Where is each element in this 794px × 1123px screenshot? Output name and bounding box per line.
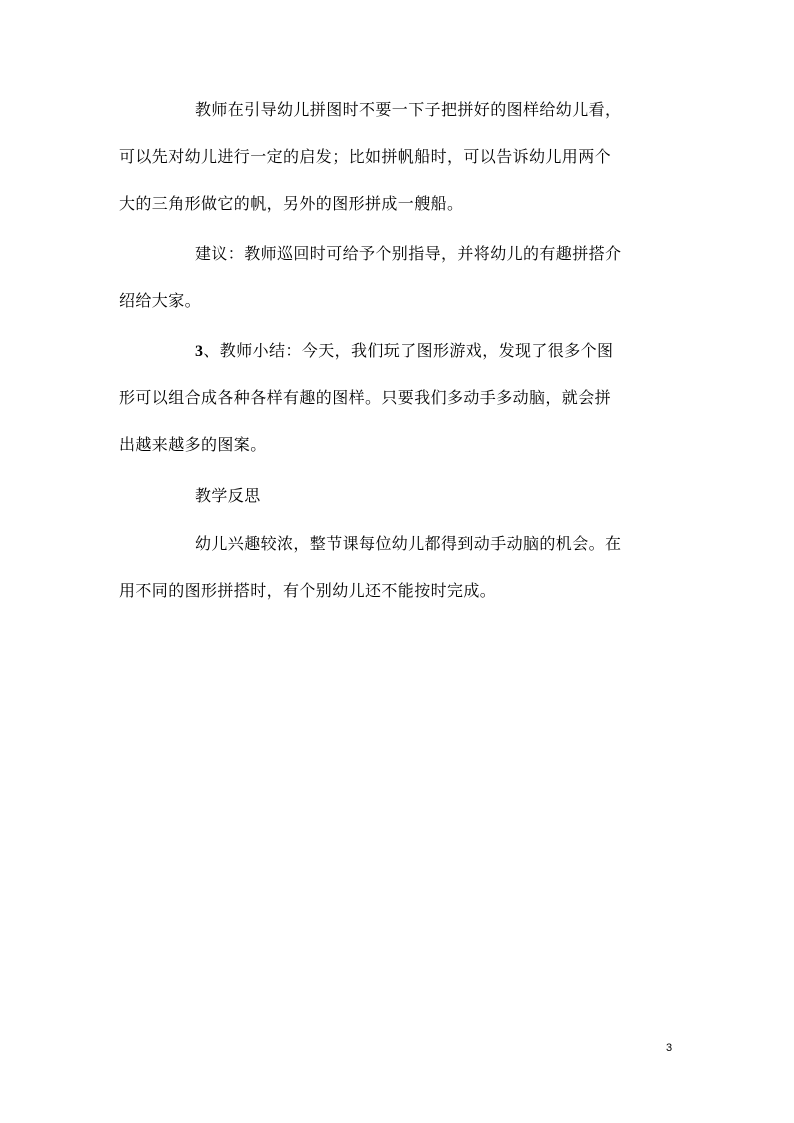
text-line-content: 、教师小结：今天，我们玩了图形游戏，发现了很多个图 [203, 341, 614, 360]
text-line: 绍给大家。 [119, 291, 202, 310]
text-line: 可以先对幼儿进行一定的启发；比如拼帆船时，可以告诉幼儿用两个 [119, 147, 612, 166]
paragraph-teacher-guidance [119, 86, 679, 227]
text-line: 大的三角形做它的帆，另外的图形拼成一艘船。 [119, 194, 464, 213]
paragraph-suggestion [119, 230, 679, 324]
text-line: 教师在引导幼儿拼图时不要一下子把拼好的图样给幼儿看， [195, 100, 622, 119]
text-line: 出越来越多的图案。 [119, 435, 267, 454]
heading-teaching-reflection [119, 472, 679, 519]
text-line: 建议：教师巡回时可给予个别指导，并将幼儿的有趣拼搭介 [195, 244, 622, 263]
text-line: 形可以组合成各种各样有趣的图样。只要我们多动手多动脑，就会拼 [119, 388, 612, 407]
paragraph-teacher-summary [119, 327, 679, 468]
text-line: 用不同的图形拼搭时，有个别幼儿还不能按时完成。 [119, 581, 497, 600]
text-line [119, 327, 679, 374]
page-number: 3 [666, 1042, 673, 1054]
text-line: 幼儿兴趣较浓，整节课每位幼儿都得到动手动脑的机会。在 [195, 534, 622, 553]
section-number: 3 [195, 343, 204, 360]
paragraph-reflection [119, 520, 679, 614]
section-heading: 教学反思 [195, 486, 261, 505]
